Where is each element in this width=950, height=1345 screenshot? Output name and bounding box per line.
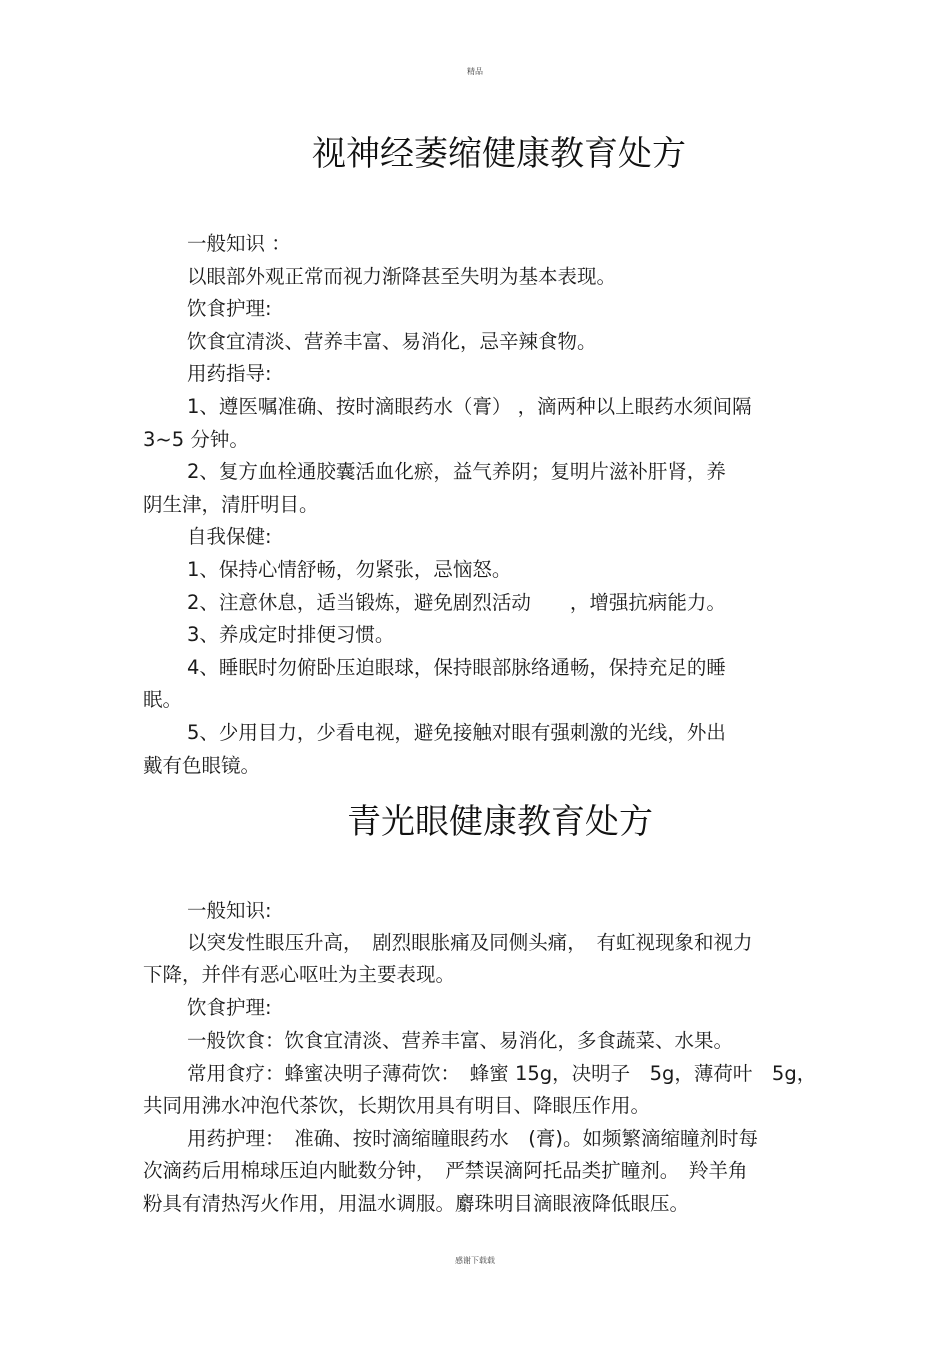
s1-diet-heading: 饮食护理: [187, 297, 272, 320]
section1-title: 视神经萎缩健康教育处方 [312, 134, 686, 174]
s1-medication-item-1: 1、遵医嘱准确、按时滴眼药水（膏） ，滴两种以上眼药水须间隔 [187, 395, 752, 418]
s1-general-knowledge-heading: 一般知识 ： [187, 232, 291, 255]
s1-selfcare-item-4-cont: 眠。 [143, 688, 183, 711]
s2-general-knowledge-text: 以突发性眼压升高， 剧烈眼胀痛及同侧头痛， 有虹视现象和视力 [187, 931, 753, 954]
s1-selfcare-item-4: 4、睡眠时勿俯卧压迫眼球，保持眼部脉络通畅，保持充足的睡 [187, 656, 726, 679]
s1-selfcare-item-1: 1、保持心情舒畅，勿紧张，忌恼怒。 [187, 558, 512, 581]
s1-selfcare-item-2: 2、注意休息，适当锻炼，避免剧烈活动 ，增强抗病能力。 [187, 591, 726, 614]
header-watermark: 精品 [467, 67, 483, 76]
s1-selfcare-heading: 自我保健: [187, 525, 272, 548]
s1-medication-item-1-cont: 3~5 分钟。 [143, 428, 249, 451]
s2-diet-therapy-cont: 共同用沸水冲泡代茶饮，长期饮用具有明目、降眼压作用。 [143, 1094, 651, 1117]
s2-diet-therapy: 常用食疗：蜂蜜决明子薄荷饮： 蜂蜜 15g，决明子 5g，薄荷叶 5g， [187, 1062, 817, 1085]
s2-general-knowledge-text-cont: 下降，并伴有恶心呕吐为主要表现。 [143, 963, 456, 986]
s2-diet-general: 一般饮食：饮食宜清淡、营养丰富、易消化，多食蔬菜、水果。 [187, 1029, 734, 1052]
s2-general-knowledge-heading: 一般知识: [187, 899, 272, 922]
s1-medication-item-2: 2、复方血栓通胶囊活血化瘀，益气养阴；复明片滋补肝肾，养 [187, 460, 726, 483]
s1-selfcare-item-5: 5、少用目力，少看电视，避免接触对眼有强刺激的光线，外出 [187, 721, 726, 744]
s2-medication-cont-2: 粉具有清热泻火作用，用温水调服。麝珠明目滴眼液降低眼压。 [143, 1192, 690, 1215]
s1-general-knowledge-text: 以眼部外观正常而视力渐降甚至失明为基本表现。 [187, 265, 617, 288]
s1-diet-text: 饮食宜清淡、营养丰富、易消化，忌辛辣食物。 [187, 330, 597, 353]
footer-watermark: 感谢下载载 [455, 1256, 495, 1265]
s1-medication-item-2-cont: 阴生津，清肝明目。 [143, 493, 319, 516]
s2-medication: 用药护理： 准确、按时滴缩瞳眼药水 (膏)。如频繁滴缩瞳剂时每 [187, 1127, 758, 1150]
s2-medication-cont-1: 次滴药后用棉球压迫内眦数分钟， 严禁误滴阿托品类扩瞳剂。 羚羊角 [143, 1159, 748, 1182]
s2-diet-heading: 饮食护理: [187, 996, 272, 1019]
s1-selfcare-item-5-cont: 戴有色眼镜。 [143, 754, 261, 777]
s1-selfcare-item-3: 3、养成定时排便习惯。 [187, 623, 395, 646]
s1-medication-heading: 用药指导: [187, 362, 272, 385]
section2-title: 青光眼健康教育处方 [347, 802, 653, 842]
